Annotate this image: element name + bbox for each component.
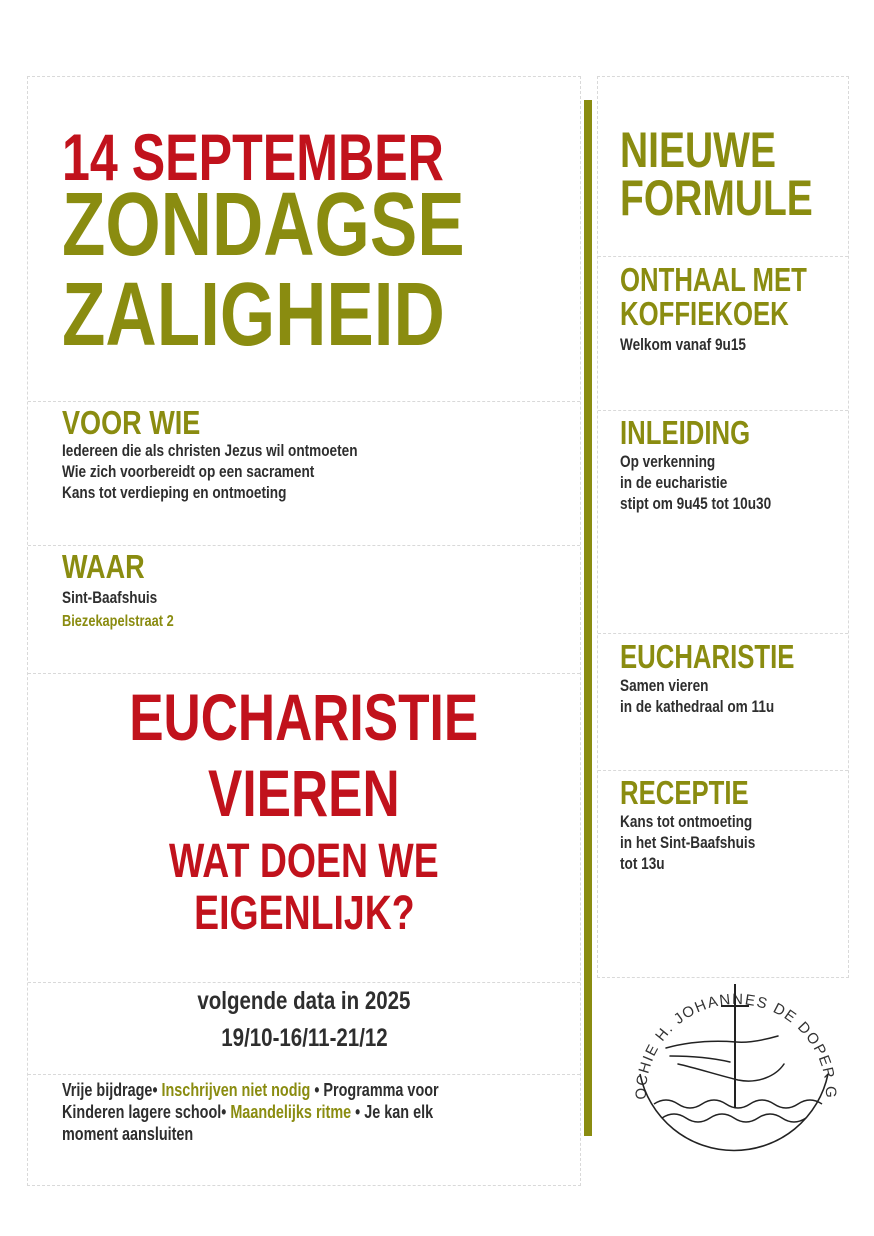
parish-logo: [618, 944, 848, 1174]
voor-wie-heading: VOOR WIE: [62, 404, 201, 441]
sidebar-item-title: INLEIDING: [620, 414, 751, 451]
divider: [28, 545, 580, 546]
event-date: 14 SEPTEMBER: [62, 120, 444, 194]
divider: [28, 982, 580, 983]
event-title-line1: ZONDAGSE: [62, 174, 465, 275]
waar-address: Biezekapelstraat 2: [62, 613, 174, 630]
sidebar-item-title: EUCHARISTIE: [620, 638, 795, 675]
next-dates-label: volgende data in 2025: [197, 987, 411, 1015]
sidebar-item-text: Welkom vanaf 9u15: [620, 335, 746, 354]
sidebar-item-text: Kans tot ontmoeting in het Sint-Baafshuis tot 13u: [620, 812, 756, 873]
theme-line3: WAT DOEN WE: [169, 835, 439, 888]
theme-line1: EUCHARISTIE: [129, 680, 479, 754]
sidebar-item-title: RECEPTIE: [620, 774, 749, 811]
divider: [28, 1074, 580, 1075]
voor-wie-text: Iedereen die als christen Jezus wil ontmoeten Wie zich voorbereidt op een sacrament Kans tot verdieping en ontmoeting: [62, 441, 358, 502]
divider: [598, 633, 848, 634]
accent-bar: [584, 100, 592, 1136]
divider: [28, 401, 580, 402]
next-dates-values: 19/10-16/11-21/12: [220, 1024, 388, 1052]
waar-place: Sint-Baafshuis: [62, 588, 158, 607]
theme-line4: EIGENLIJK?: [193, 887, 415, 940]
logo-text: OCHIE H. JOHANNES DE DOPER G: [632, 990, 840, 1100]
footer-text: Vrije bijdrage• Inschrijven niet nodig • Programma voor Kinderen lagere school• Maandelijks ritme • Je kan elk moment aansluiten: [62, 1080, 439, 1144]
divider: [598, 770, 848, 771]
sidebar-item-text: Op verkenning in de eucharistie stipt om 9u45 tot 10u30: [620, 452, 772, 513]
sidebar-item-text: Samen vieren in de kathedraal om 11u: [620, 676, 775, 716]
waar-heading: WAAR: [62, 548, 145, 585]
sidebar-item-title: ONTHAAL MET KOFFIEKOEK: [620, 261, 807, 332]
divider: [28, 673, 580, 674]
event-title-line2: ZALIGHEID: [62, 264, 445, 365]
sidebar-header: NIEUWE FORMULE: [620, 122, 813, 226]
theme-line2: VIEREN: [208, 756, 400, 830]
divider: [598, 410, 848, 411]
divider: [598, 256, 848, 257]
